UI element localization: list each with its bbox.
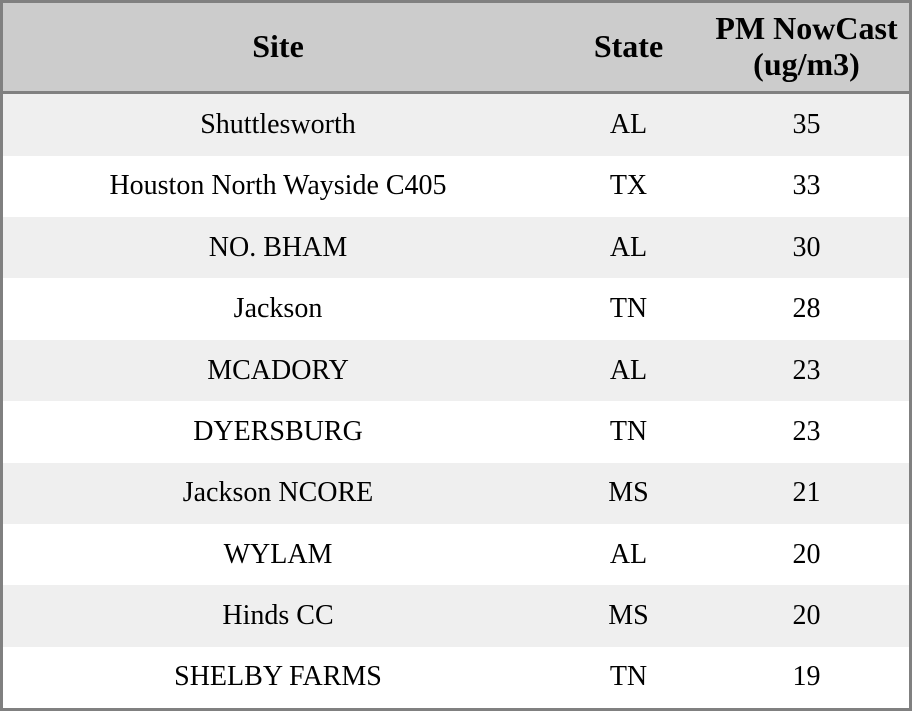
cell-state: TN: [553, 278, 704, 339]
cell-site: Shuttlesworth: [3, 92, 553, 156]
cell-state: TN: [553, 647, 704, 708]
cell-value: 20: [704, 585, 909, 646]
cell-state: MS: [553, 463, 704, 524]
cell-site: Jackson: [3, 278, 553, 339]
table-row: [3, 340, 909, 401]
cell-state: AL: [553, 92, 704, 156]
table-row: [3, 156, 909, 217]
cell-site: SHELBY FARMS: [3, 647, 553, 708]
cell-state: AL: [553, 340, 704, 401]
table-row: [3, 217, 909, 278]
cell-site: MCADORY: [3, 340, 553, 401]
table-row: [3, 585, 909, 646]
table-header: [3, 3, 909, 92]
cell-site: Houston North Wayside C405: [3, 156, 553, 217]
cell-value: 35: [704, 92, 909, 156]
cell-value: 30: [704, 217, 909, 278]
cell-state: TN: [553, 401, 704, 462]
cell-value: 20: [704, 524, 909, 585]
cell-site: Hinds CC: [3, 585, 553, 646]
table-row: [3, 463, 909, 524]
cell-value: 28: [704, 278, 909, 339]
table-row: [3, 524, 909, 585]
cell-value: 23: [704, 340, 909, 401]
cell-value: 33: [704, 156, 909, 217]
cell-site: Jackson NCORE: [3, 463, 553, 524]
cell-state: TX: [553, 156, 704, 217]
cell-state: MS: [553, 585, 704, 646]
column-header-site: Site: [3, 3, 553, 92]
cell-site: NO. BHAM: [3, 217, 553, 278]
table-row: [3, 92, 909, 156]
cell-site: WYLAM: [3, 524, 553, 585]
cell-value: 23: [704, 401, 909, 462]
cell-state: AL: [553, 217, 704, 278]
table-row: [3, 278, 909, 339]
cell-value: 19: [704, 647, 909, 708]
cell-state: AL: [553, 524, 704, 585]
table-header-row: [3, 3, 909, 92]
column-header-pm-nowcast: PM NowCast (ug/m3): [704, 3, 909, 92]
cell-site: DYERSBURG: [3, 401, 553, 462]
cell-value: 21: [704, 463, 909, 524]
pm-nowcast-table: [3, 3, 909, 708]
table-body: [3, 92, 909, 708]
table-row: [3, 647, 909, 708]
table-row: [3, 401, 909, 462]
column-header-state: State: [553, 3, 704, 92]
